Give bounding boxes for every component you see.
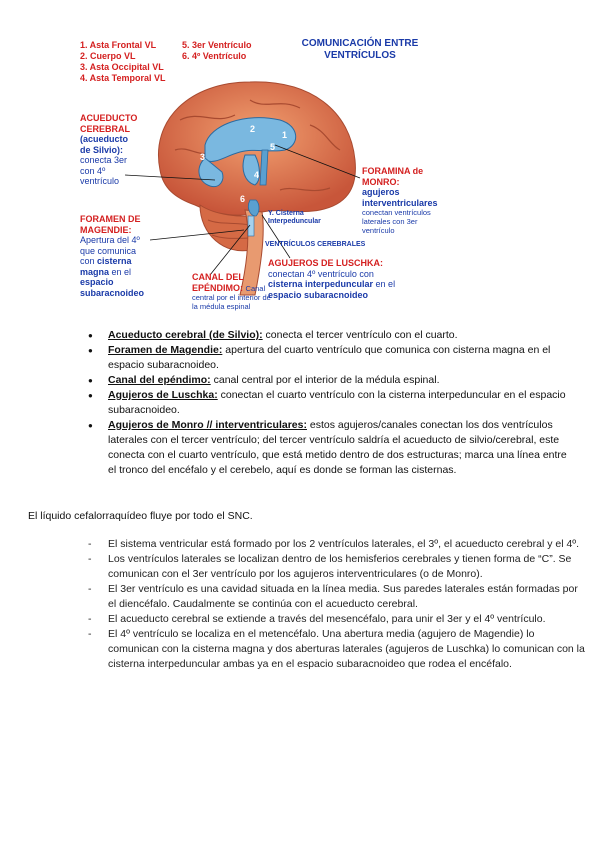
number-label: 6 [240,194,246,204]
bullet-list [88,328,574,478]
legend-item: 2. Cuerpo VL [80,51,136,61]
intro-text: El líquido cefalorraquídeo fluye por todo el SNC. [28,510,253,522]
list-item: ● Foramen de Magendie: apertura del cuarto ventrículo que comunica con cisterna magna en el espacio subaracnoideo. [88,343,574,373]
number-label: 2 [250,124,256,134]
number-label: 4 [254,170,260,180]
legend-item: 3. Asta Occipital VL [80,62,164,72]
number-label: 5 [270,142,276,152]
list-item: ● Agujeros de Luschka: conectan el cuarto ventrículo con la cisterna interpeduncular en el espacio subaracnoideo. [88,388,574,418]
number-label: 1 [282,130,288,140]
ventricle-figure [0,0,600,320]
dash-list [88,537,588,672]
label-acueducto: ACUEDUCTO CEREBRAL (acueducto de Silvio): conecta 3er con 4º ventrículo [80,113,138,186]
legend-item: 1. Asta Frontal VL [80,40,157,50]
figure-title: COMUNICACIÓN ENTRE VENTRÍCULOS [301,38,419,61]
list-item: - Los ventrículos laterales se localizan dentro de los hemisferios cerebrales y tienen forma de “C”. Se comunican con el 3er ventrículo por los agujeros interventriculares (o de Monro). [88,552,588,582]
legend-right [182,40,252,62]
legend-item: 5. 3er Ventrículo [182,40,252,50]
list-item: - El 4º ventrículo se localiza en el metencéfalo. Una abertura media (agujero de Magendie) lo comunican con la cisterna magna y dos aberturas laterales (agujeros de Luschka) lo comunican con la cisterna interpeduncular ambas ya en el espacio subaracnoideo que rodea el encéfalo. [88,627,588,672]
label-magendie: FORAMEN DE MAGENDIE: Apertura del 4º que comunica con cisterna magna en el espacio subaracnoideo [80,214,145,298]
list-item: ● Agujeros de Monro // interventriculares: estos agujeros/canales conectan los dos ventrículos laterales con el tercer ventrículo; del tercer ventrículo saldría el acueducto de silvio/cerebral, este conecta con el cuarto ventrículo, que está metido dentro de dos estructuras; marca una línea entre el tronco del encéfalo y el cerebelo, aquí es donde se forman las cisternas. [88,418,574,478]
list-item: - El 3er ventrículo es una cavidad situada en la línea media. Sus paredes laterales están formadas por el diencéfalo. Caudalmente se continúa con el acueducto cerebral. [88,582,588,612]
list-item: ● Canal del epéndimo: canal central por el interior de la médula espinal. [88,373,574,388]
list-item: - El acueducto cerebral se extiende a través del mesencéfalo, para unir el 3er y el 4º ventrículo. [88,612,588,627]
label-monro: FORAMINA de MONRO: agujeros interventriculares conectan ventrículos laterales con 3er ventrículo [362,166,438,235]
legend-left [80,40,166,84]
label-ependimo: CANAL DEL EPÉNDIMO: Canal central por el interior de la médula espinal [192,272,271,311]
label-cisterna: Y. Cisterna Interpeduncular [268,210,321,225]
legend-item: 6. 4º Ventrículo [182,51,247,61]
number-label: 3 [200,152,206,162]
list-item: - El sistema ventricular está formado por los 2 ventrículos laterales, el 3º, el acueducto cerebral y el 4º. [88,537,588,552]
legend-item: 4. Asta Temporal VL [80,73,166,83]
list-item: ● Acueducto cerebral (de Silvio): conecta el tercer ventrículo con el cuarto. [88,328,574,343]
label-ventriculos: VENTRÍCULOS CEREBRALES [265,241,366,248]
label-luschka: AGUJEROS DE LUSCHKA: conectan 4º ventrículo con cisterna interpeduncular en el espacio subaracnoideo [268,258,396,300]
